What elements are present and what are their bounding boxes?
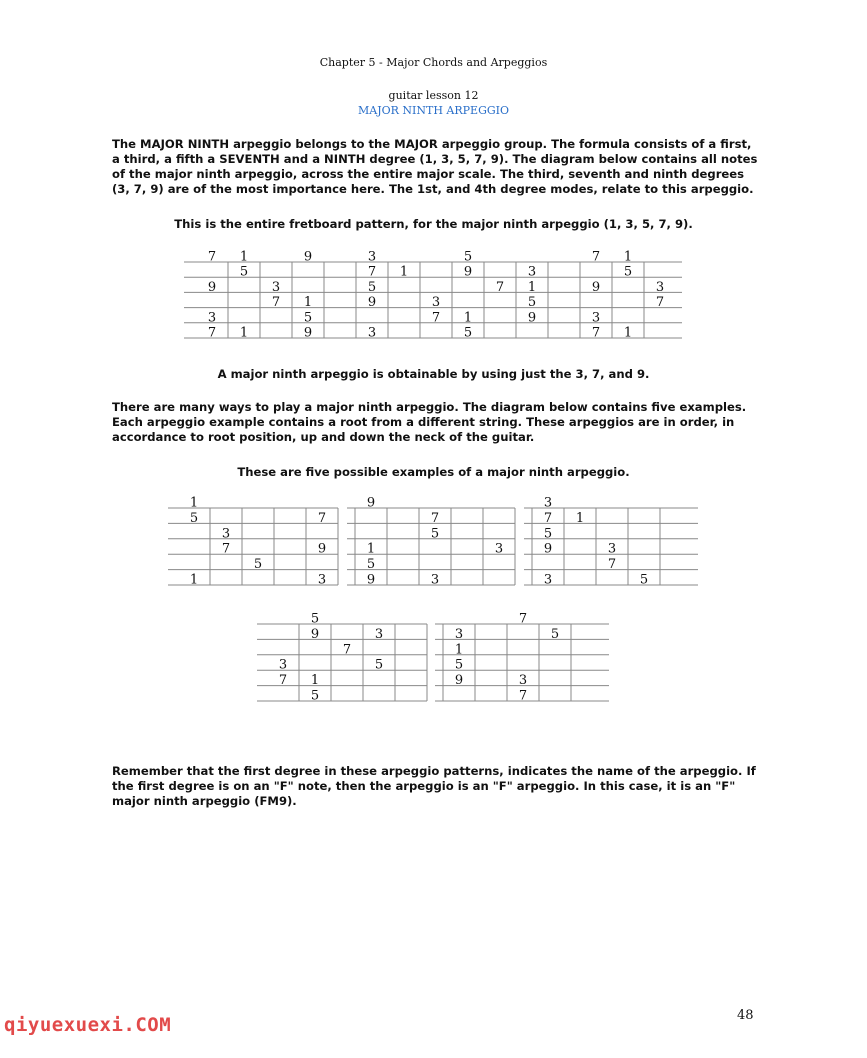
fretboard-note-degree: 7: [495, 279, 505, 295]
example-1-note-degree: 5: [189, 510, 199, 526]
fretboard-note-degree: 1: [623, 249, 633, 265]
example-1-note-degree: 3: [221, 526, 231, 542]
example-1-note-degree: 3: [317, 572, 327, 588]
example-5-note-degree: 7: [518, 611, 528, 627]
fretboard-note-degree: 5: [239, 264, 249, 280]
fretboard-note-degree: 7: [591, 325, 601, 341]
fretboard-note-degree: 1: [399, 264, 409, 280]
examples-caption: These are five possible examples of a major ninth arpeggio.: [237, 465, 630, 479]
example-3-note-degree: 7: [543, 510, 553, 526]
fretboard-note-degree: 3: [367, 325, 377, 341]
example-5-note-degree: 5: [454, 657, 464, 673]
example-5-note-degree: 9: [454, 673, 464, 689]
example-4-note-degree: 3: [278, 657, 288, 673]
example-4-note-degree: 1: [310, 673, 320, 689]
fretboard-note-degree: 7: [591, 249, 601, 265]
example-4-note-degree: 9: [310, 626, 320, 642]
example-2-note-degree: 3: [494, 541, 504, 557]
example-3-note-degree: 7: [607, 557, 617, 573]
example-2-note-degree: 9: [366, 495, 376, 511]
example-1-note-degree: 9: [317, 541, 327, 557]
fretboard-note-degree: 1: [239, 325, 249, 341]
fretboard-note-degree: 9: [207, 279, 217, 295]
example-3-note-degree: 3: [543, 495, 553, 511]
fretboard-note-degree: 1: [303, 295, 313, 311]
fretboard-note-degree: 1: [463, 310, 473, 326]
fretboard-note-degree: 9: [591, 279, 601, 295]
example-4-note-degree: 3: [374, 626, 384, 642]
fretboard-note-degree: 7: [655, 295, 665, 311]
fretboard-note-degree: 7: [271, 295, 281, 311]
example-5-note-degree: 5: [550, 626, 560, 642]
fretboard-note-degree: 9: [527, 310, 537, 326]
example-2-note-degree: 3: [430, 572, 440, 588]
fretboard-note-degree: 9: [463, 264, 473, 280]
example-3-note-degree: 1: [575, 510, 585, 526]
example-1-note-degree: 5: [253, 557, 263, 573]
example-3-note-degree: 3: [607, 541, 617, 557]
fretboard-note-degree: 5: [463, 325, 473, 341]
lesson-title: MAJOR NINTH ARPEGGIO: [357, 104, 510, 117]
fretboard-note-degree: 7: [431, 310, 441, 326]
example-3-note-degree: 5: [639, 572, 649, 588]
fretboard-note-degree: 9: [303, 249, 313, 265]
example-2-note-degree: 5: [366, 557, 376, 573]
fretboard-note-degree: 3: [431, 295, 441, 311]
fretboard-note-degree: 3: [655, 279, 665, 295]
fretboard-note-degree: 5: [367, 279, 377, 295]
fretboard-note-degree: 3: [271, 279, 281, 295]
fretboard-note-degree: 3: [591, 310, 601, 326]
watermark-text: qiyuexuexi.COM: [4, 1014, 172, 1036]
fretboard-note-degree: 5: [527, 295, 537, 311]
example-4-note-degree: 7: [342, 642, 352, 658]
fretboard-note-degree: 3: [527, 264, 537, 280]
fretboard-note-degree: 7: [207, 249, 217, 265]
example-3-note-degree: 9: [543, 541, 553, 557]
example-4-note-degree: 5: [310, 688, 320, 704]
obtainable-caption: A major ninth arpeggio is obtainable by using just the 3, 7, and 9.: [217, 367, 650, 381]
example-1-note-degree: 1: [189, 572, 199, 588]
example-5-note-degree: 3: [518, 673, 528, 689]
fretboard-note-degree: 5: [623, 264, 633, 280]
example-2-note-degree: 9: [366, 572, 376, 588]
chapter-heading: Chapter 5 - Major Chords and Arpeggios: [319, 56, 548, 69]
example-4-note-degree: 5: [310, 611, 320, 627]
example-2-note-degree: 1: [366, 541, 376, 557]
example-2-note-degree: 7: [430, 510, 440, 526]
example-1-note-degree: 1: [189, 495, 199, 511]
example-1-note-degree: 7: [317, 510, 327, 526]
intro-paragraph: The MAJOR NINTH arpeggio belongs to the MAJOR arpeggio group. The formula consists of a first, a third, a fifth a SEVENTH and a NINTH degree (1, 3, 5, 7, 9). The diagram below contains all notes of the major ninth arpeggio, across the entire major scale. The third, seventh and ninth degrees (3, 7, 9) are of the most importance here. The 1st, and 4th degree modes, relate to this arpeggio.: [112, 137, 758, 196]
example-2-note-degree: 5: [430, 526, 440, 542]
example-4-note-degree: 5: [374, 657, 384, 673]
example-5-note-degree: 1: [454, 642, 464, 658]
example-5-note-degree: 7: [518, 688, 528, 704]
fretboard-note-degree: 7: [367, 264, 377, 280]
fretboard-note-degree: 9: [367, 295, 377, 311]
page-number: 48: [737, 1008, 754, 1023]
example-1-note-degree: 7: [221, 541, 231, 557]
example-3-note-degree: 3: [543, 572, 553, 588]
fretboard-note-degree: 1: [623, 325, 633, 341]
example-5-note-degree: 3: [454, 626, 464, 642]
closing-paragraph: Remember that the first degree in these arpeggio patterns, indicates the name of the arpeggio. If the first degree is on an "F" note, then the arpeggio is an "F" arpeggio. In this case, it is an "F" major ninth arpeggio (FM9).: [112, 764, 756, 808]
examples-paragraph: There are many ways to play a major ninth arpeggio. The diagram below contains five examples. Each arpeggio example contains a root from a different string. These arpeggios are in order, in accordance to root position, up and down the neck of the guitar.: [112, 400, 747, 444]
fretboard-note-degree: 9: [303, 325, 313, 341]
fretboard-note-degree: 1: [239, 249, 249, 265]
fretboard-note-degree: 7: [207, 325, 217, 341]
fretboard-note-degree: 5: [463, 249, 473, 265]
fretboard-note-degree: 1: [527, 279, 537, 295]
lesson-number: guitar lesson 12: [388, 89, 479, 102]
example-4-note-degree: 7: [278, 673, 288, 689]
example-3-note-degree: 5: [543, 526, 553, 542]
fretboard-caption: This is the entire fretboard pattern, for the major ninth arpeggio (1, 3, 5, 7, 9).: [174, 217, 693, 231]
fretboard-note-degree: 3: [367, 249, 377, 265]
fretboard-note-degree: 5: [303, 310, 313, 326]
fretboard-note-degree: 3: [207, 310, 217, 326]
